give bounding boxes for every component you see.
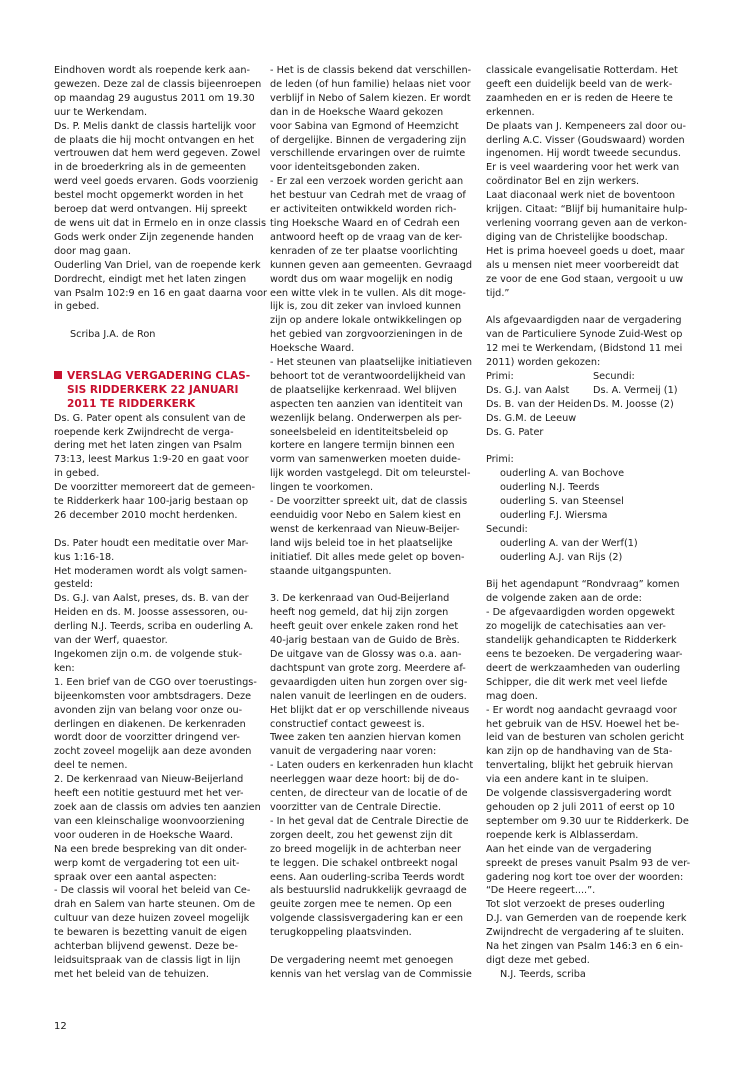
section-heading [54,370,272,412]
paragraph: - Het steunen van plaatselijke initiatieven behoort tot de verantwoordelijkheid van de plaatselijke kerkenraad. Wel blijven aspecten ten aanzien van identiteit van wezenlijk belang. Onderwerpen als per- soneelsbeleid en identiteitsbeleid op kortere en langere termijn binnen een vorm van samenwerken moeten duide- lijk worden vastgelegd. Dit om teleurstel- lingen te voorkomen. [270,357,472,494]
paragraph: - De classis wil vooral het beleid van Ce- drah en Salem van harte steunen. Om de cultuur van deze huizen zoveel mogelijk te bewaren is bezetting vanuit de eigen achterban blijvend gewenst. Deze be- leidsuitspraak van de classis ligt in lijn met het beleid van de tehuizen. [54,885,256,980]
paragraph: Ds. P. Melis dankt de classis hartelijk voor de plaats die hij mocht ontvangen en het vertrouwen dat hem werd gegeven. Zowel in de broederkring als in de gemeenten werd veel goeds ervaren. Gods voorzienig bestel mocht opgemerkt worden in het beroep dat werd ontvangen. Hij spreekt de wens uit dat in Ermelo en in onze classis Gods werk onder Zijn zegenende handen door mag gaan. [54,120,267,257]
paragraph: 1. Een brief van de CGO over toerustings- bijeenkomsten voor ambtsdragers. Deze avonden zijn van belang voor onze ou- derlingen en diakenen. De kerkenraden wordt door de voorzitter dringend ver- zocht zoveel mogelijk aan deze avonden deel te nemen. [54,676,257,772]
column-right [486,64,704,982]
delegates-row: Ds. G.M. de Leeuw [486,412,577,424]
page-number: 12 [54,1021,67,1032]
paragraph: Tot slot verzoekt de preses ouderling D.J. van Gemerden van de roepende kerk Zwijndrecht de vergadering af te sluiten. Na het zingen van Psalm 146:3 en 6 ein- digt deze met gebed. [486,899,687,966]
column-left [54,64,272,982]
paragraph: - Laten ouders en kerkenraden hun klacht neerleggen waar deze hoort: bij de do- centen, de directeur van de locatie of de voorzitter van de Centrale Directie. [270,760,474,814]
paragraph: Het moderamen wordt als volgt samen- gesteld: [54,565,247,591]
paragraph: Ds. G.J. van Aalst, preses, ds. B. van der Heiden en ds. M. Joosse assessoren, ou- derling N.J. Teerds, scriba en ouderling A. van der Werf, quaestor. [54,593,254,647]
paragraph: Eindhoven wordt als roepende kerk aan- gewezen. Deze zal de classis bijeenroepen op maandag 29 augustus 2011 om 19.30 uur te Werkendam. [54,65,262,118]
paragraph: De vergadering neemt met genoegen kennis van het verslag van de Commissie [270,954,472,980]
paragraph: 3. De kerkenraad van Oud-Beijerland heeft nog gemeld, dat hij zijn zorgen heeft geuit over enkele zaken rond het 40-jarig bestaan van de Guido de Brès. De uitgave van de Glossy was o.a. aan- dachtspunt van grote zorg. Meerdere af- gevaardigden uiten hun zorgen over sig- nalen vanuit de leerlingen en de ouders. Het blijkt dat er op verschillende niveaus constructief contact geweest is. [270,593,470,730]
paragraph: De plaats van J. Kempeneers zal door ou- derling A.C. Visser (Goudswaard) worden ingenomen. Hij wordt tweede secundus. Er is veel waardering voor het werk van coördinator Bel en zijn werkers. [486,120,687,188]
paragraph: Als afgevaardigden naar de vergadering van de Particuliere Synode Zuid-West op 12 mei te Werkendam, (Bidstond 11 mei 2011) worden gekozen: [486,315,683,369]
paragraph: Na een brede bespreking van dit onder- werp komt de vergadering tot een uit- spraak over een aantal aspecten: [54,843,247,883]
paragraph: Twee zaken ten aanzien hiervan komen vanuit de vergadering naar voren: [270,732,462,758]
heading-line: 2011 TE RIDDERKERK [67,397,196,410]
paragraph: Laat diaconaal werk niet de boventoon krijgen. Citaat: “Blijf bij humanitaire hulp- verlening voorrang geven aan de verkon- diging van de Christelijke boodschap. Het is prima hoeveel goeds u doet, maar als u mensen niet meer voorbereidt dat ze voor de ene God staan, vergooit u uw tijd.” [486,190,688,299]
delegates-row: Ds. G. Pater [486,426,544,438]
paragraph: Ds. G. Pater opent als consulent van de roepende kerk Zwijndrecht de verga- dering met het laten zingen van Psalm 73:13, leest Markus 1:9-20 en gaat voor in gebed. [54,412,249,480]
paragraph: - De afgevaardigden worden opgewekt zo mogelijk de catechisaties aan ver- standelijk gehandicapten te Ridderkerk eens te bezoeken. De vergadering waar- deert de werkzaamheden van ouderling Schipper, die dit werk met veel liefde mag doen. [486,607,683,702]
delegates-row: Primi: Secundi: [486,370,635,382]
paragraph: Ingekomen zijn o.m. de volgende stuk- ken: [54,649,243,674]
delegates-table [486,370,704,440]
column-middle [270,64,488,982]
paragraph: Ouderling Van Driel, van de roepende kerk Dordrecht, eindigt met het laten zingen van Psalm 102:9 en 16 en gaat daarna voor in gebed. [54,259,267,313]
delegates-row: Ds. G.J. van Aalst Ds. A. Vermeij (1) [486,384,678,396]
paragraph: - Er zal een verzoek worden gericht aan het bestuur van Cedrah met de vraag of er activiteiten ontwikkeld worden rich- ting Hoeksche Waard en of Cedrah een antwoord heeft op de vraag van de ker- kenraden of ze ter plaatse voorlichting kunnen geven aan gemeenten. Gevraagd wordt dus om waar mogelijk en nodig een witte vlek in te vullen. Als dit moge- lijk is, zou dit zeker van invloed kunnen zijn op andere lokale ontwikkelingen op het gebied van zorgvoorzieningen in de Hoeksche Waard. [270,176,473,355]
primi-label: Primi: [486,454,514,466]
signature-scriba: Scriba J.A. de Ron [70,329,156,341]
paragraph: De volgende classisvergadering wordt gehouden op 2 juli 2011 of eerst op 10 september om 9.30 uur te Ridderkerk. De roepende kerk is Alblasserdam. [486,788,689,841]
paragraph: Ds. Pater houdt een meditatie over Mar- kus 1:16-18. [54,537,249,563]
heading-line: VERSLAG VERGADERING CLAS- [67,369,251,382]
heading-square-icon [54,371,62,379]
paragraph: 2. De kerkenraad van Nieuw-Beijerland heeft een notitie gestuurd met het ver- zoek aan de classis om advies ten aanzien van een kleinschalige woonvoorziening voor ouderen in de Hoeksche Waard. [54,774,261,841]
paragraph: - Er wordt nog aandacht gevraagd voor het gebruik van de HSV. Hoewel het be- leid van de besturen van scholen gericht kan zijn op de handhaving van de Sta- tenvertaling, blijkt het gebruik hiervan via een andere kant in te sluipen. [486,704,684,786]
paragraph: Bij het agendapunt “Rondvraag” komen de volgende zaken aan de orde: [486,579,680,605]
paragraph: - In het geval dat de Centrale Directie de zorgen deelt, zou het gewenst zijn dit zo breed mogelijk in de achterban neer te leggen. Die schakel ontbreekt nogal eens. Aan ouderling-scriba Teerds wordt als bestuurslid nadrukkelijk gevraagd de geuite zorgen mee te nemen. Op een volgende classisvergadering kan er een terugkoppeling plaatsvinden. [270,815,469,939]
paragraph: classicale evangelisatie Rotterdam. Het geeft een duidelijk beeld van de werk- zaamheden en er is reden de Heere te erkennen. [486,65,678,118]
paragraph: Aan het einde van de vergadering spreekt de preses vanuit Psalm 93 de ver- gadering nog kort toe over der woorden: “De Heere regeert....”. [486,843,691,897]
delegates-row: Ds. B. van der Heiden Ds. M. Joosse (2) [486,398,674,410]
primi-list: ouderling A. van Bochove ouderling N.J. Teerds ouderling S. van Steensel ouderling F.J. Wiersma [500,468,625,521]
paragraph: - Het is de classis bekend dat verschillen- de leden (of hun familie) helaas niet voor verblijf in Nebo of Salem kiezen. Er wordt dan in de Hoeksche Waard gekozen voor Sabina van Egmond of Heemzicht of dergelijke. Binnen de vergadering zijn verschillende ervaringen over de ruimte voor identeitsgebonden zaken. [270,65,472,174]
paragraph: - De voorzitter spreekt uit, dat de classis eenduidig voor Nebo en Salem kiest en wenst de kerkenraad van Nieuw-Beijer- land wijs beleid toe in het plaatselijke initiatief. Dit alles mede gelet op boven- staande uitgangspunten. [270,496,468,577]
secundi-list: ouderling A. van der Werf(1) ouderling A.J. van Rijs (2) [500,537,638,563]
heading-line: SIS RIDDERKERK 22 JANUARI [67,383,239,396]
signature-scriba: N.J. Teerds, scriba [500,968,586,980]
paragraph: De voorzitter memoreert dat de gemeen- te Ridderkerk haar 100-jarig bestaan op 26 december 2010 mocht herdenken. [54,482,256,521]
secundi-label: Secundi: [486,523,528,535]
